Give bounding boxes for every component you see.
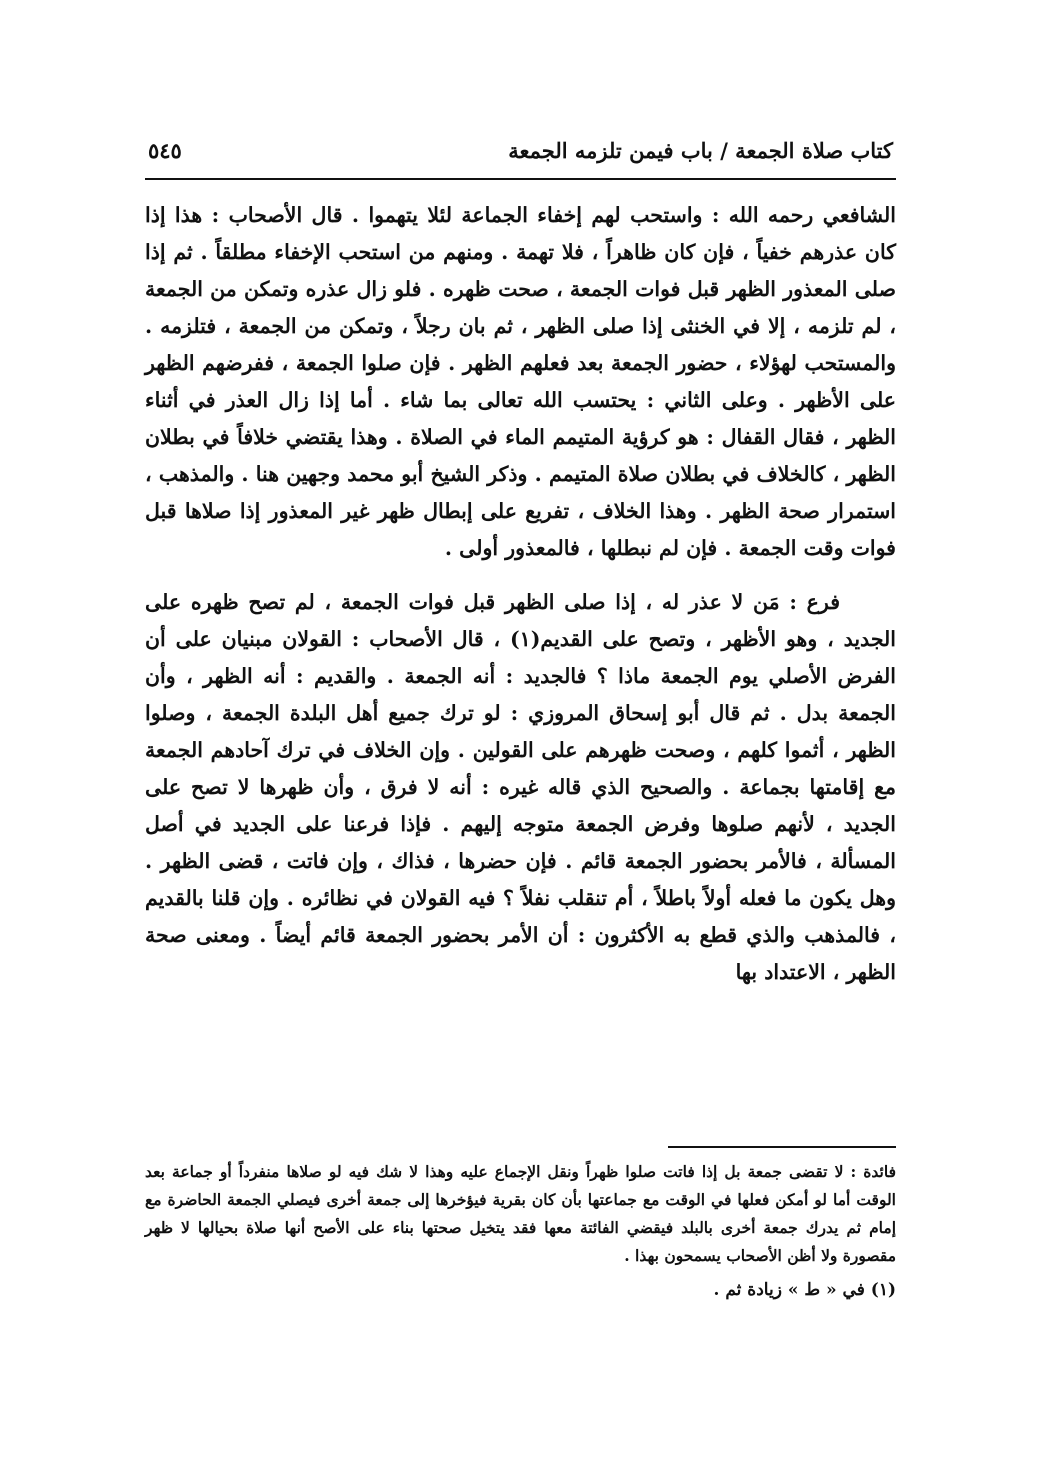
footnotes [145, 1158, 896, 1304]
running-title: كتاب صلاة الجمعة / باب فيمن تلزمه الجمعة [508, 138, 893, 163]
footnote-divider [668, 1146, 896, 1148]
paragraph-2: فرع : مَن لا عذر له ، إذا صلى الظهر قبل فوات الجمعة ، لم تصح ظهره على الجديد ، وهو الأظهر ، وتصح على القديم(١) ، قال الأصحاب : القولان مبنيان على أن الفرض الأصلي يوم الجمعة ماذا ؟ فالجديد : أنه الجمعة . والقديم : أنه الظهر ، وأن الجمعة بدل . ثم قال أبو إسحاق المروزي : لو ترك جميع أهل البلدة الجمعة ، وصلوا الظهر ، أثموا كلهم ، وصحت ظهرهم على القولين . وإن الخلاف في ترك آحادهم الجمعة مع إقامتها بجماعة . والصحيح الذي قاله غيره : أنه لا فرق ، وأن ظهرها لا تصح على الجديد ، لأنهم صلوها وفرض الجمعة متوجه إليهم . فإذا فرعنا على الجديد في أصل المسألة ، فالأمر بحضور الجمعة قائم . فإن حضرها ، فذاك ، وإن فاتت ، قضى الظهر . وهل يكون ما فعله أولاً باطلاً ، أم تنقلب نفلاً ؟ فيه القولان في نظائره . وإن قلنا بالقديم ، فالمذهب والذي قطع به الأكثرون : أن الأمر بحضور الجمعة قائم أيضاً . ومعنى صحة الظهر ، الاعتداد بها [145, 590, 896, 984]
footnote-1: (١) في « ط » زيادة ثم . [713, 1280, 896, 1300]
page-header [148, 138, 893, 174]
main-text [145, 197, 896, 991]
footnote-benefit: فائدة : لا تقضى جمعة بل إذا فاتت صلوا ظهراً ونقل الإجماع عليه وهذا لا شك فيه لو صلاها منفرداً أو جماعة بعد الوقت أما لو أمكن فعلها في الوقت مع جماعتها بأن كان بقرية فيؤخرها إلى جمعة أخرى فيصلي الجمعة الحاضرة مع إمام ثم يدرك جمعة أخرى بالبلد فيقضي الفائتة معها فقد يتخيل صحتها بناء على الأصح أنها صلاة بحيالها لا ظهر مقصورة ولا أظن الأصحاب يسمحون بهذا . [145, 1162, 896, 1265]
paragraph-1: الشافعي رحمه الله : واستحب لهم إخفاء الجماعة لئلا يتهموا . قال الأصحاب : هذا إذا كان عذرهم خفياً ، فإن كان ظاهراً ، فلا تهمة . ومنهم من استحب الإخفاء مطلقاً . ثم إذا صلى المعذور الظهر قبل فوات الجمعة ، صحت ظهره . فلو زال عذره وتمكن من الجمعة ، لم تلزمه ، إلا في الخنثى إذا صلى الظهر ، ثم بان رجلاً ، وتمكن من الجمعة ، فتلزمه . والمستحب لهؤلاء ، حضور الجمعة بعد فعلهم الظهر . فإن صلوا الجمعة ، ففرضهم الظهر على الأظهر . وعلى الثاني : يحتسب الله تعالى بما شاء . أما إذا زال العذر في أثناء الظهر ، فقال القفال : هو كرؤية المتيمم الماء في الصلاة . وهذا يقتضي خلافاً في بطلان الظهر ، كالخلاف في بطلان صلاة المتيمم . وذكر الشيخ أبو محمد وجهين هنا . والمذهب ، استمرار صحة الظهر . وهذا الخلاف ، تفريع على إبطال ظهر غير المعذور إذا صلاها قبل فوات وقت الجمعة . فإن لم نبطلها ، فالمعذور أولى . [145, 203, 896, 560]
header-divider [145, 178, 896, 180]
page-number: ٥٤٥ [148, 138, 182, 163]
